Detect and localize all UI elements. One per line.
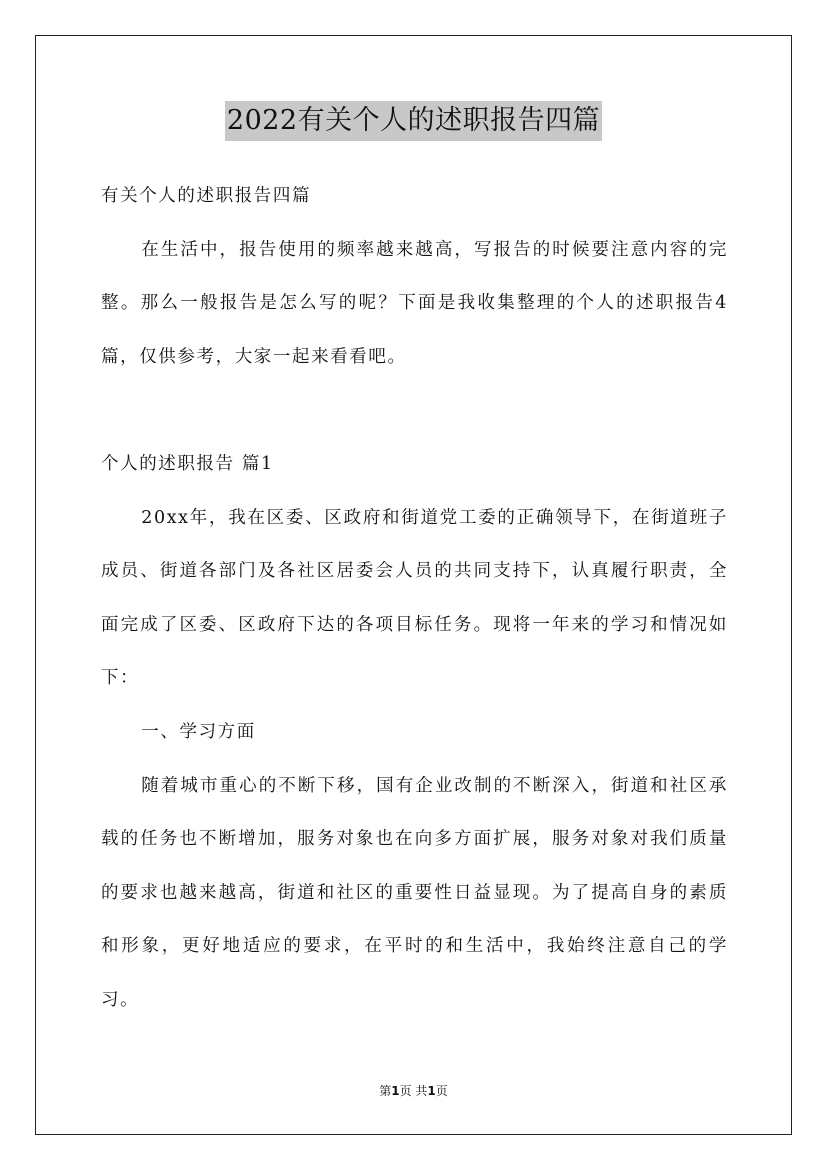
body-paragraph-2: 随着城市重心的不断下移，国有企业改制的不断深入，街道和社区承载的任务也不断增加，服务对象也在向多方面扩展，服务对象对我们质量的要求也越来越高，街道和社区的重要性日益显现。为了提高自身的素质和形象，更好地适应的要求，在平时的和生活中，我始终注意自己的学习。: [101, 775, 728, 1010]
body-paragraph-1: 20xx年，我在区委、区政府和街道党工委的正确领导下，在街道班子成员、街道各部门及各社区居委会人员的共同支持下，认真履行职责，全面完成了区委、区政府下达的各项目标任务。现将一年来的学习和情况如下：: [101, 507, 728, 689]
page-footer: [0, 1082, 827, 1099]
blank-line: [101, 384, 728, 438]
section-heading: 个人的述职报告 篇1: [101, 453, 274, 474]
page-total: 1: [427, 1084, 436, 1098]
sub-heading: 一、学习方面: [141, 721, 256, 742]
intro-paragraph: 在生活中，报告使用的频率越来越高，写报告的时候要注意内容的完整。那么一般报告是怎么写的呢？下面是我收集整理的个人的述职报告4篇，仅供参考，大家一起来看看吧。: [101, 239, 728, 367]
page-number: 1: [391, 1084, 400, 1098]
title-wrap: [0, 101, 827, 141]
document-subtitle: 有关个人的述职报告四篇: [101, 186, 312, 206]
page-suffix: 页: [435, 1084, 448, 1098]
page-mid: 页 共: [399, 1084, 428, 1098]
document-body: [101, 170, 728, 1028]
page-prefix: 第: [379, 1084, 392, 1098]
document-title: 2022有关个人的述职报告四篇: [225, 101, 602, 141]
